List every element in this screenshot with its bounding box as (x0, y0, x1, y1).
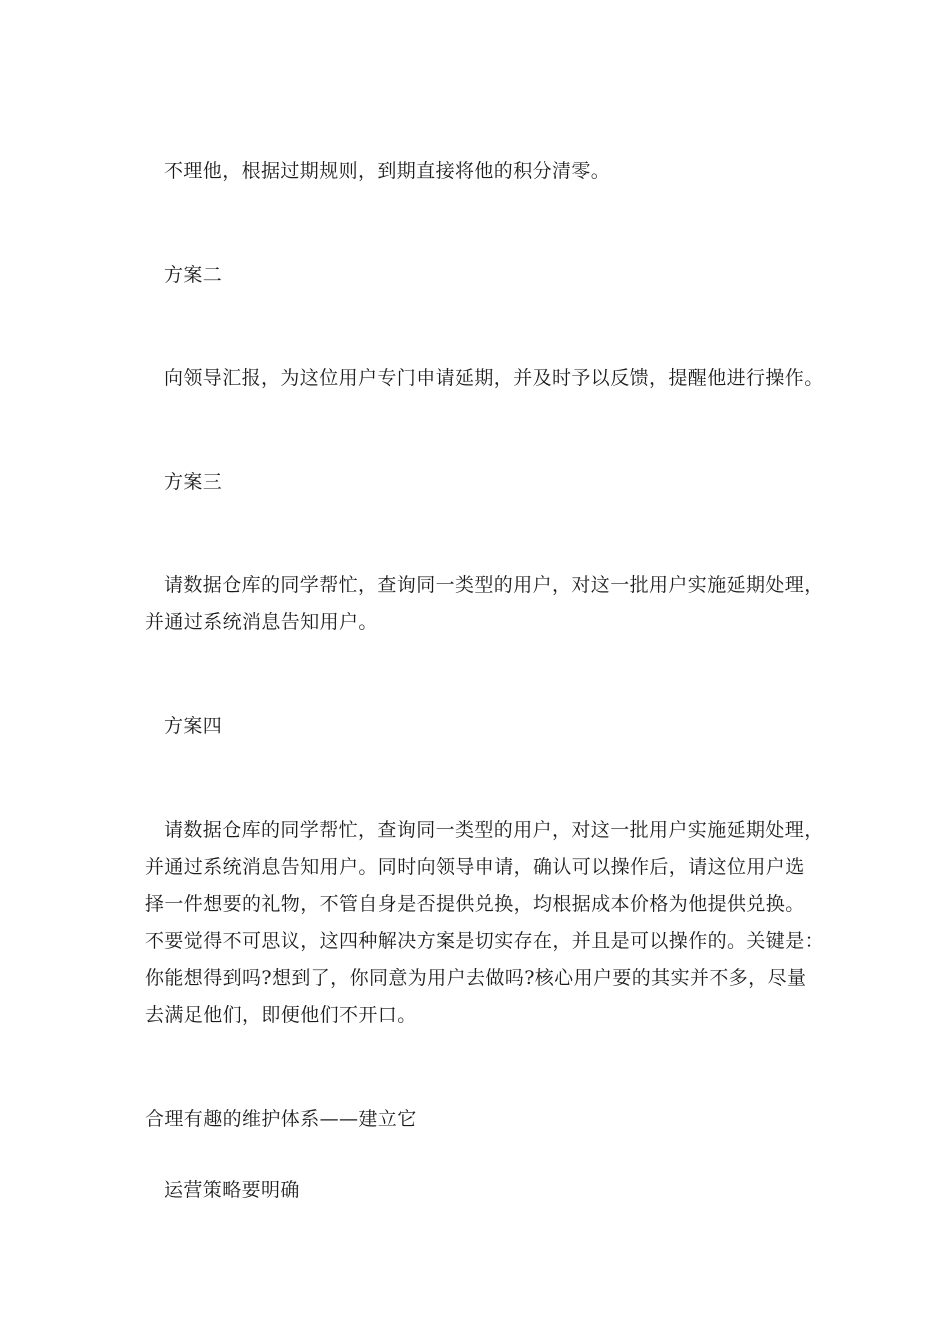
section-title: 合理有趣的维护体系——建立它 (145, 1108, 417, 1130)
paragraph-plan-two: 向领导汇报，为这位用户专门申请延期，并及时予以反馈，提醒他进行操作。 (164, 367, 824, 389)
paragraph-plan-one: 不理他，根据过期规则，到期直接将他的积分清零。 (164, 160, 611, 182)
heading-plan-two: 方案二 (164, 264, 223, 286)
paragraph-plan-three-line: 请数据仓库的同学帮忙，查询同一类型的用户，对这一批用户实施延期处理， (164, 574, 824, 596)
paragraph-plan-four-line: 请数据仓库的同学帮忙，查询同一类型的用户，对这一批用户实施延期处理， (164, 819, 824, 841)
subheading: 运营策略要明确 (164, 1179, 300, 1201)
paragraph-plan-four-line: 去满足他们，即便他们不开口。 (145, 1004, 417, 1026)
paragraph-plan-four-line: 择一件想要的礼物，不管自身是否提供兑换，均根据成本价格为他提供兑换。 (145, 893, 805, 915)
paragraph-plan-four-line: 你能想得到吗?想到了，你同意为用户去做吗?核心用户要的其实并不多，尽量 (145, 967, 807, 989)
paragraph-plan-three-line: 并通过系统消息告知用户。 (145, 611, 378, 633)
heading-plan-three: 方案三 (164, 471, 223, 493)
paragraph-plan-four-line: 并通过系统消息告知用户。同时向领导申请，确认可以操作后，请这位用户选 (145, 856, 805, 878)
paragraph-plan-four-line: 不要觉得不可思议，这四种解决方案是切实存在，并且是可以操作的。关键是： (145, 930, 825, 952)
heading-plan-four: 方案四 (164, 715, 223, 737)
